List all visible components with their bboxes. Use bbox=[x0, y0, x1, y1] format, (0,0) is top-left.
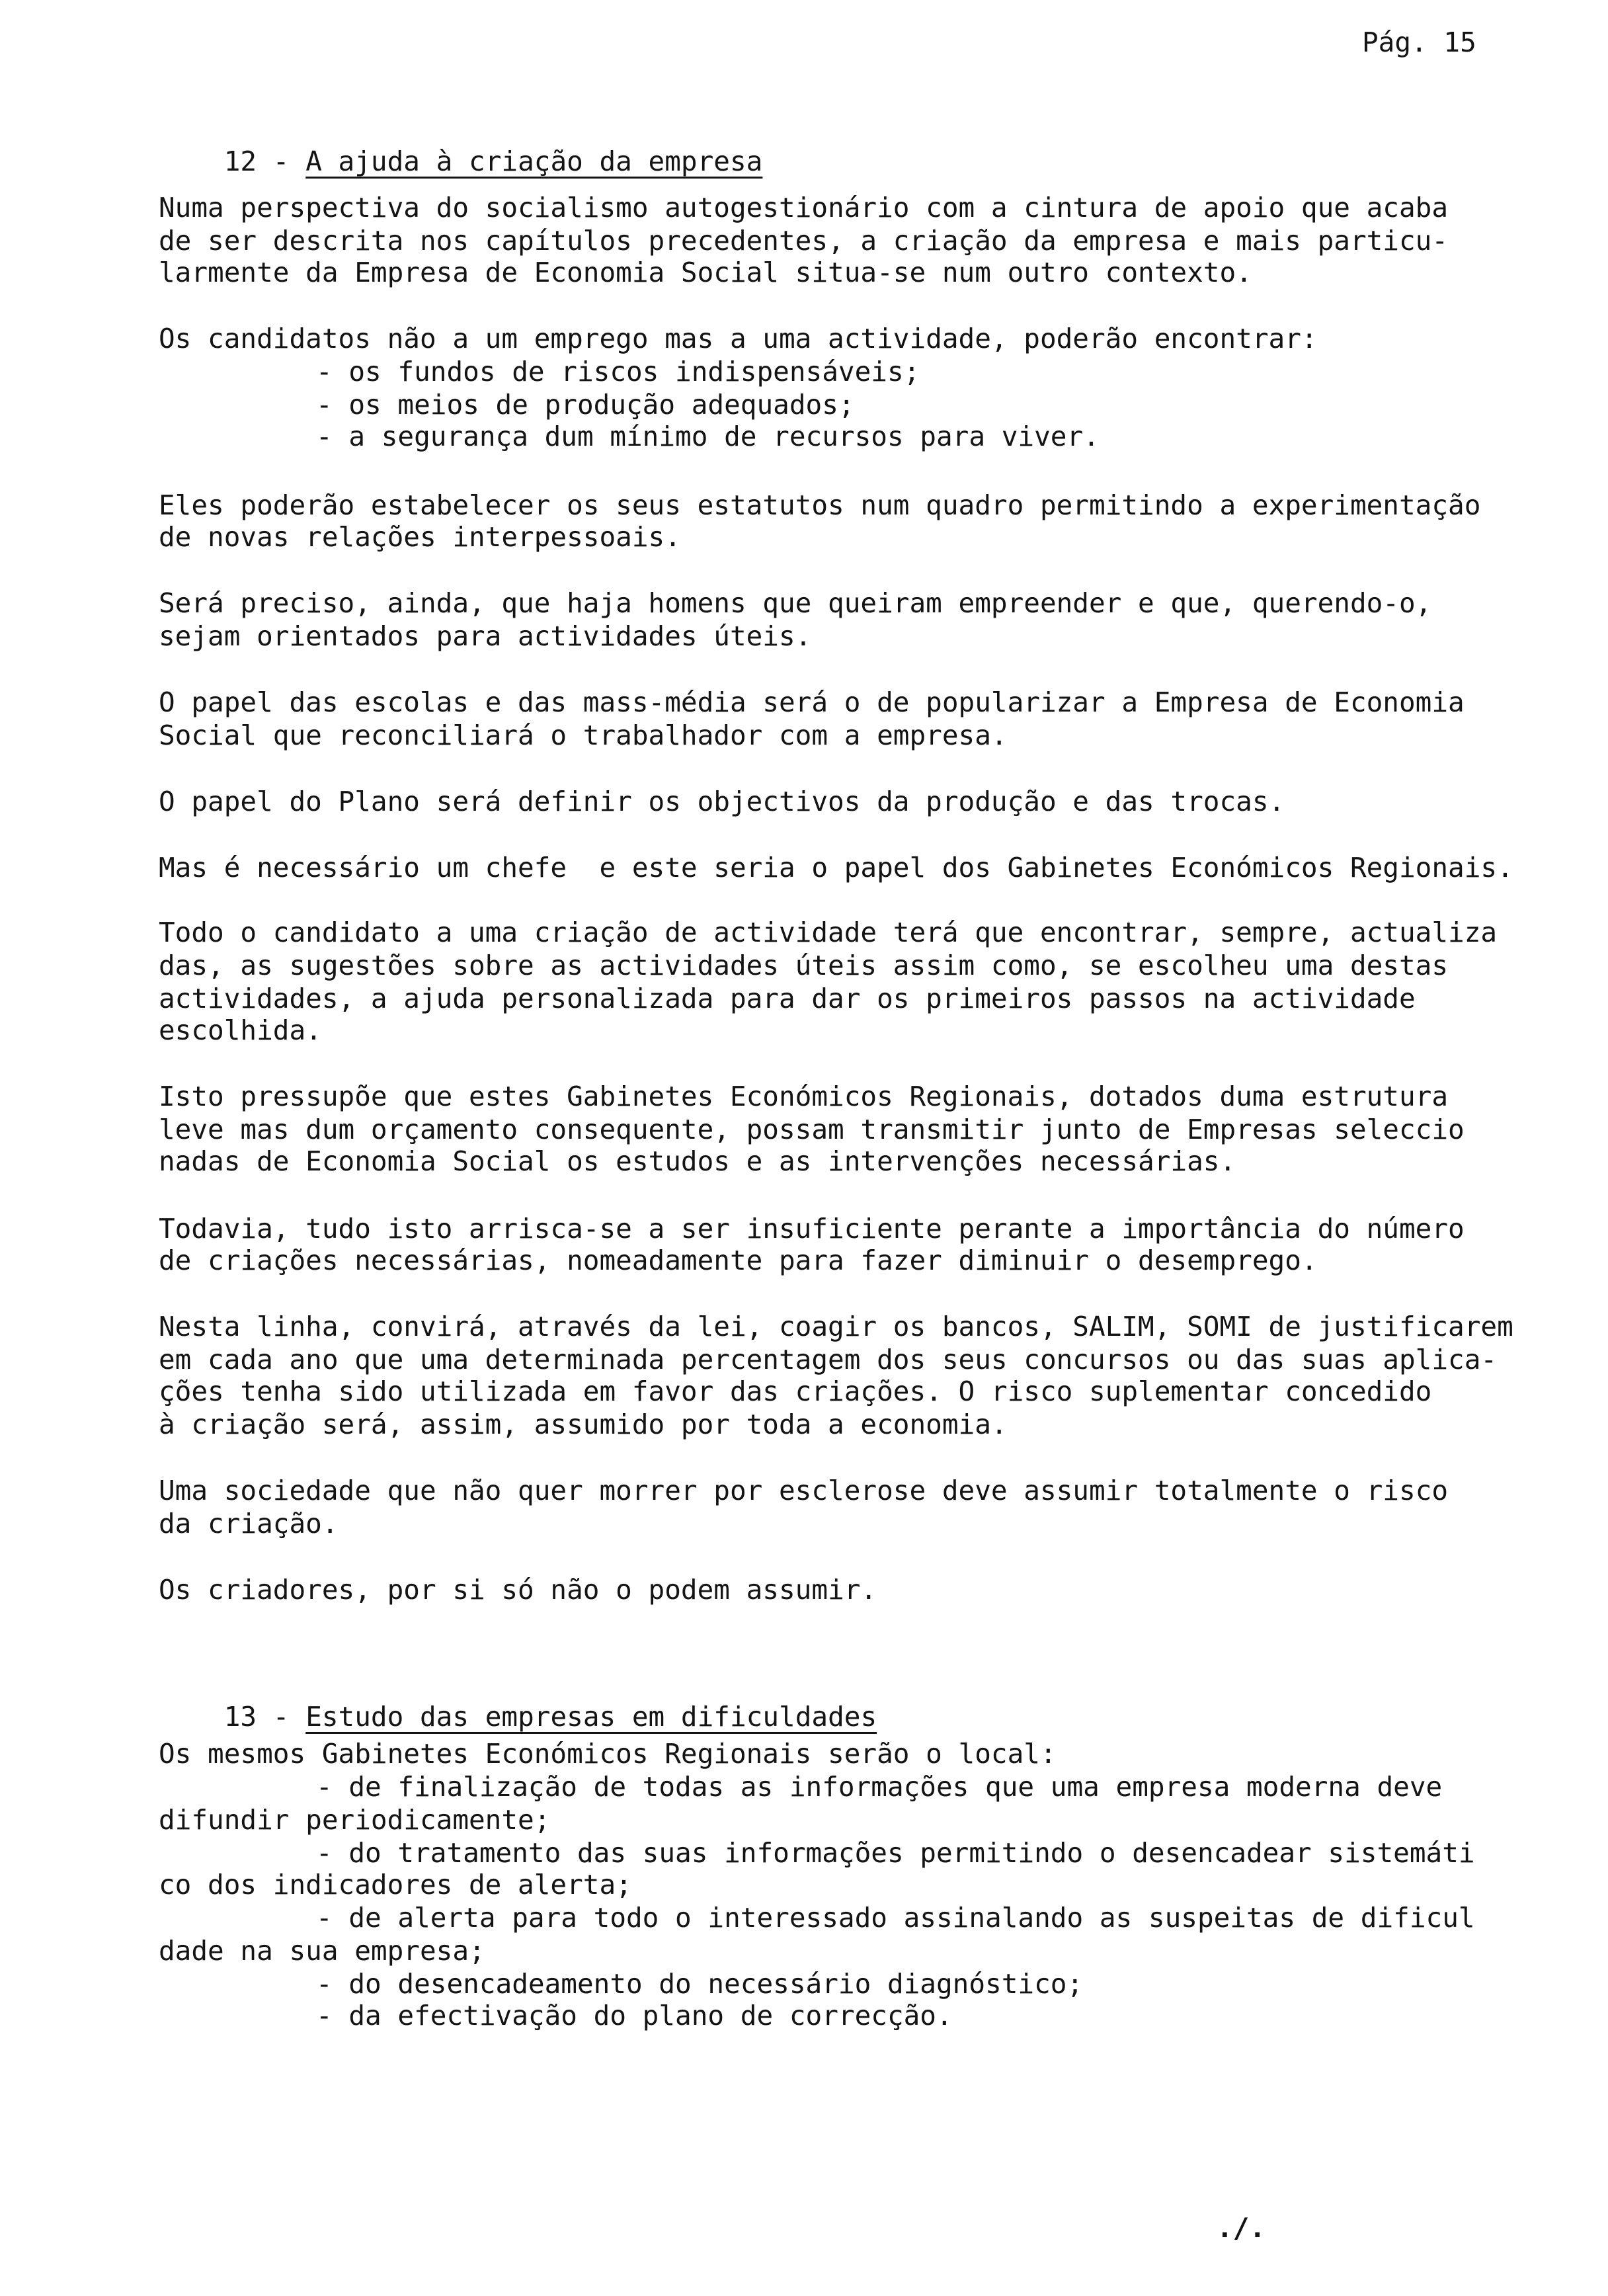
paragraph-line: Numa perspectiva do socialismo autogestionário com a cintura de apoio que acaba bbox=[159, 192, 1449, 224]
paragraph-line: Todavia, tudo isto arrisca-se a ser insuficiente perante a importância do número bbox=[159, 1213, 1465, 1245]
list-item: - de finalização de todas as informações que uma empresa moderna deve bbox=[316, 1771, 1443, 1803]
paragraph-line: à criação será, assim, assumido por toda a economia. bbox=[159, 1409, 1008, 1440]
paragraph-line: escolhida. bbox=[159, 1014, 322, 1046]
list-item: - de alerta para todo o interessado assinalando as suspeitas de dificul bbox=[316, 1902, 1475, 1934]
section-12-title: A ajuda à criação da empresa bbox=[305, 145, 763, 177]
paragraph-line: Isto pressupõe que estes Gabinetes Económicos Regionais, dotados duma estrutura bbox=[159, 1081, 1449, 1112]
list-item: - os fundos de riscos indispensáveis; bbox=[316, 356, 920, 388]
paragraph-line: da criação. bbox=[159, 1508, 339, 1539]
page-number: Pág. 15 bbox=[1362, 26, 1476, 58]
list-item: - a segurança dum mínimo de recursos para viver. bbox=[316, 421, 1100, 452]
paragraph-line: de ser descrita nos capítulos precedentes, a criação da empresa e mais particu- bbox=[159, 225, 1449, 257]
continuation-mark: ./. bbox=[1217, 2212, 1266, 2244]
section-13-number: 13 - bbox=[223, 1701, 290, 1733]
paragraph-line: actividades, a ajuda personalizada para dar os primeiros passos na actividade bbox=[159, 983, 1416, 1014]
paragraph-line: Os mesmos Gabinetes Económicos Regionais serão o local: bbox=[159, 1738, 1057, 1770]
paragraph-line: O papel do Plano será definir os objectivos da produção e das trocas. bbox=[159, 786, 1285, 817]
paragraph-line: Uma sociedade que não quer morrer por esclerose deve assumir totalmente o risco bbox=[159, 1475, 1449, 1506]
paragraph-line: Os criadores, por si só não o podem assumir. bbox=[159, 1574, 877, 1606]
paragraph-line: O papel das escolas e das mass-média será o de popularizar a Empresa de Economia bbox=[159, 686, 1465, 718]
list-item: - do tratamento das suas informações permitindo o desencadear sistemáti bbox=[316, 1837, 1475, 1869]
paragraph-line: nadas de Economia Social os estudos e as intervenções necessárias. bbox=[159, 1145, 1236, 1177]
list-item-continuation: difundir periodicamente; bbox=[159, 1804, 551, 1836]
paragraph-line: Nesta linha, convirá, através da lei, coagir os bancos, SALIM, SOMI de justificarem bbox=[159, 1311, 1513, 1342]
list-item: - da efectivação do plano de correcção. bbox=[316, 2000, 953, 2031]
paragraph-line: Eles poderão estabelecer os seus estatutos num quadro permitindo a experimentação bbox=[159, 489, 1481, 521]
paragraph-line: Será preciso, ainda, que haja homens que queiram empreender e que, querendo-o, bbox=[159, 587, 1432, 619]
paragraph-line: de criações necessárias, nomeadamente para fazer diminuir o desemprego. bbox=[159, 1245, 1318, 1276]
list-item-continuation: co dos indicadores de alerta; bbox=[159, 1869, 632, 1901]
paragraph-line: sejam orientados para actividades úteis. bbox=[159, 620, 812, 652]
paragraph-line: Mas é necessário um chefe e este seria o papel dos Gabinetes Económicos Regionais. bbox=[159, 852, 1513, 883]
paragraph-line: larmente da Empresa de Economia Social situa-se num outro contexto. bbox=[159, 257, 1252, 288]
paragraph-line: das, as sugestões sobre as actividades úteis assim como, se escolheu uma destas bbox=[159, 950, 1449, 981]
list-item-continuation: dade na sua empresa; bbox=[159, 1935, 485, 1967]
paragraph-line: leve mas dum orçamento consequente, possam transmitir junto de Empresas seleccio bbox=[159, 1114, 1465, 1145]
section-12-number: 12 - bbox=[223, 145, 290, 177]
paragraph-line: em cada ano que uma determinada percentagem dos seus concursos ou das suas aplica- bbox=[159, 1344, 1498, 1375]
section-13-title: Estudo das empresas em dificuldades bbox=[305, 1701, 877, 1733]
list-item: - do desencadeamento do necessário diagnóstico; bbox=[316, 1968, 1084, 2000]
list-item: - os meios de produção adequados; bbox=[316, 389, 855, 421]
paragraph-line: Os candidatos não a um emprego mas a uma actividade, poderão encontrar: bbox=[159, 323, 1318, 354]
paragraph-line: ções tenha sido utilizada em favor das criações. O risco suplementar concedido bbox=[159, 1375, 1432, 1407]
paragraph-line: Todo o candidato a uma criação de actividade terá que encontrar, sempre, actualiza bbox=[159, 917, 1498, 948]
paragraph-line: Social que reconciliará o trabalhador com a empresa. bbox=[159, 719, 1008, 751]
paragraph-line: de novas relações interpessoais. bbox=[159, 521, 681, 553]
